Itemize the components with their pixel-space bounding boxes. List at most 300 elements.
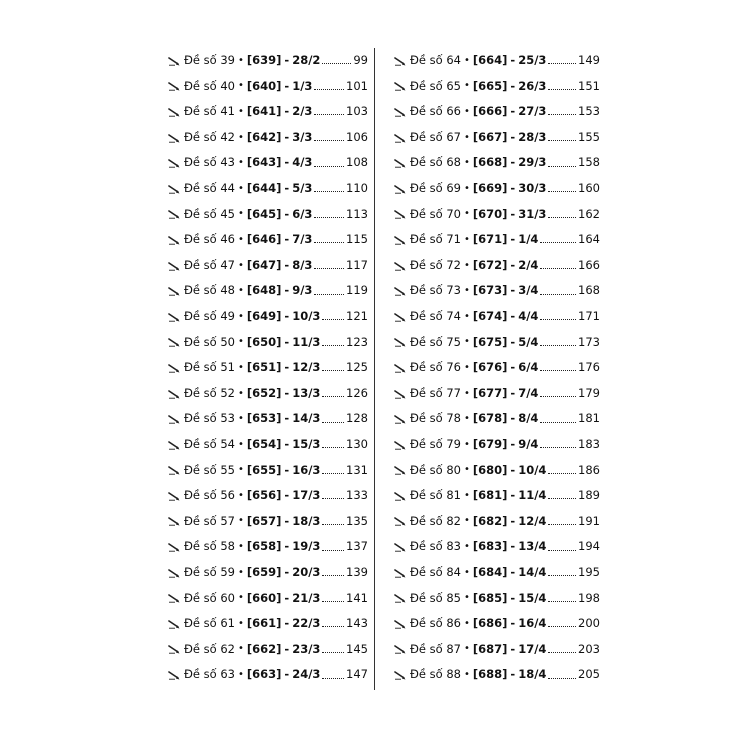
toc-entry[interactable] (394, 278, 600, 304)
toc-entry[interactable] (394, 534, 600, 560)
dot-leader (548, 498, 576, 499)
column-divider (374, 48, 375, 690)
entry-date: 1/4 (518, 232, 539, 247)
dot-leader (314, 166, 344, 167)
toc-entry[interactable] (394, 662, 600, 688)
entry-page-number: 158 (578, 155, 600, 170)
toc-entry[interactable] (168, 125, 368, 151)
pen-icon (394, 235, 406, 245)
entry-page-number: 189 (578, 488, 600, 503)
entry-page-number: 200 (578, 616, 600, 631)
entry-code: [673] (472, 283, 508, 298)
entry-date: 28/2 (292, 53, 321, 68)
entry-page-number: 101 (346, 78, 368, 93)
toc-entry[interactable] (394, 509, 600, 535)
entry-label: Đề số 62 (184, 641, 235, 656)
dot-leader (548, 626, 576, 627)
dot-leader (548, 601, 576, 602)
entry-label: Đề số 73 (410, 283, 461, 298)
dot-leader (540, 345, 576, 346)
entry-code: [660] (246, 590, 282, 605)
pen-icon (168, 337, 180, 347)
entry-dash: - (284, 411, 290, 426)
entry-page-number: 166 (578, 257, 600, 272)
pen-icon (168, 107, 180, 117)
pen-icon (394, 619, 406, 629)
entry-date: 9/3 (292, 283, 313, 298)
pen-icon (394, 261, 406, 271)
entry-dash: - (510, 641, 516, 656)
entry-dash: - (510, 539, 516, 554)
entry-code: [663] (246, 667, 282, 682)
entry-separator: • (237, 566, 244, 578)
entry-date: 13/4 (518, 539, 547, 554)
toc-entry[interactable] (168, 150, 368, 176)
entry-code: [675] (472, 334, 508, 349)
entry-date: 8/3 (292, 257, 313, 272)
toc-entry[interactable] (168, 330, 368, 356)
entry-date: 18/4 (518, 667, 547, 682)
pen-icon (394, 81, 406, 91)
entry-date: 10/3 (292, 308, 321, 323)
entry-label: Đề số 86 (410, 616, 461, 631)
entry-separator: • (463, 259, 470, 271)
entry-separator: • (463, 515, 470, 527)
entry-code: [642] (246, 129, 282, 144)
entry-dash: - (510, 78, 516, 93)
pen-icon (394, 491, 406, 501)
pen-icon (168, 363, 180, 373)
entry-label: Đề số 68 (410, 155, 461, 170)
entry-dash: - (284, 283, 290, 298)
entry-dash: - (284, 308, 290, 323)
dot-leader (322, 652, 344, 653)
entry-label: Đề số 53 (184, 411, 235, 426)
entry-separator: • (237, 541, 244, 553)
toc-entry[interactable] (394, 304, 600, 330)
entry-separator: • (237, 105, 244, 117)
toc-entry[interactable] (168, 637, 368, 663)
entry-date: 13/3 (292, 385, 321, 400)
entry-dash: - (510, 513, 516, 528)
entry-separator: • (237, 438, 244, 450)
entry-code: [656] (246, 488, 282, 503)
entry-code: [655] (246, 462, 282, 477)
entry-page-number: 99 (353, 53, 368, 68)
entry-page-number: 135 (346, 513, 368, 528)
entry-separator: • (237, 387, 244, 399)
entry-label: Đề số 54 (184, 436, 235, 451)
entry-dash: - (284, 513, 290, 528)
entry-dash: - (284, 53, 290, 68)
toc-entry[interactable] (168, 381, 368, 407)
entry-separator: • (463, 489, 470, 501)
toc-entry[interactable] (168, 227, 368, 253)
entry-separator: • (237, 285, 244, 297)
pen-icon (394, 312, 406, 322)
pen-icon (394, 363, 406, 373)
entry-page-number: 130 (346, 436, 368, 451)
toc-entry[interactable] (168, 585, 368, 611)
entry-label: Đề số 74 (410, 308, 461, 323)
entry-label: Đề số 64 (410, 53, 461, 68)
entry-page-number: 103 (346, 104, 368, 119)
toc-entry[interactable] (394, 355, 600, 381)
entry-label: Đề số 67 (410, 129, 461, 144)
entry-dash: - (284, 257, 290, 272)
entry-code: [662] (246, 641, 282, 656)
entry-code: [671] (472, 232, 508, 247)
dot-leader (314, 114, 344, 115)
toc-entry[interactable] (394, 560, 600, 586)
entry-dash: - (284, 181, 290, 196)
toc-entry[interactable] (168, 202, 368, 228)
pen-icon (394, 542, 406, 552)
dot-leader (314, 217, 344, 218)
entry-label: Đề số 80 (410, 462, 461, 477)
entry-date: 1/3 (292, 78, 313, 93)
pen-icon (394, 337, 406, 347)
entry-separator: • (463, 157, 470, 169)
entry-page-number: 139 (346, 564, 368, 579)
entry-separator: • (463, 54, 470, 66)
entry-date: 10/4 (518, 462, 547, 477)
toc-entry[interactable] (168, 253, 368, 279)
toc-entry[interactable] (168, 432, 368, 458)
toc-entry[interactable] (168, 304, 368, 330)
entry-date: 28/3 (518, 129, 547, 144)
dot-leader (548, 550, 576, 551)
dot-leader (548, 63, 576, 64)
entry-code: [646] (246, 232, 282, 247)
entry-date: 4/3 (292, 155, 313, 170)
pen-icon (394, 286, 406, 296)
entry-separator: • (237, 464, 244, 476)
entry-separator: • (463, 80, 470, 92)
pen-icon (168, 81, 180, 91)
entry-dash: - (284, 590, 290, 605)
entry-code: [659] (246, 564, 282, 579)
dot-leader (540, 447, 576, 448)
entry-separator: • (237, 182, 244, 194)
dot-leader (322, 396, 344, 397)
entry-separator: • (463, 105, 470, 117)
entry-label: Đề số 57 (184, 513, 235, 528)
entry-dash: - (284, 78, 290, 93)
entry-date: 26/3 (518, 78, 547, 93)
entry-label: Đề số 49 (184, 308, 235, 323)
entry-page-number: 194 (578, 539, 600, 554)
entry-page-number: 168 (578, 283, 600, 298)
entry-code: [661] (246, 616, 282, 631)
toc-entry[interactable] (168, 458, 368, 484)
toc-entry[interactable] (168, 355, 368, 381)
entry-label: Đề số 39 (184, 53, 235, 68)
entry-label: Đề số 75 (410, 334, 461, 349)
toc-entry[interactable] (168, 611, 368, 637)
pen-icon (168, 516, 180, 526)
pen-icon (168, 465, 180, 475)
toc-entry[interactable] (394, 585, 600, 611)
entry-code: [687] (472, 641, 508, 656)
pen-icon (168, 209, 180, 219)
entry-page-number: 115 (346, 232, 368, 247)
entry-page-number: 131 (346, 462, 368, 477)
dot-leader (540, 319, 576, 320)
pen-icon (394, 389, 406, 399)
entry-date: 27/3 (518, 104, 547, 119)
toc-entry[interactable] (168, 176, 368, 202)
entry-separator: • (463, 413, 470, 425)
entry-code: [639] (246, 53, 282, 68)
entry-dash: - (510, 308, 516, 323)
pen-icon (394, 568, 406, 578)
entry-date: 2/3 (292, 104, 313, 119)
entry-page-number: 164 (578, 232, 600, 247)
entry-page-number: 183 (578, 436, 600, 451)
entry-separator: • (237, 413, 244, 425)
entry-separator: • (463, 336, 470, 348)
toc-entry[interactable] (168, 509, 368, 535)
entry-separator: • (463, 541, 470, 553)
entry-separator: • (237, 233, 244, 245)
toc-entry[interactable] (394, 432, 600, 458)
dot-leader (322, 601, 344, 602)
dot-leader (540, 370, 576, 371)
dot-leader (548, 575, 576, 576)
entry-dash: - (510, 206, 516, 221)
entry-code: [672] (472, 257, 508, 272)
entry-date: 7/3 (292, 232, 313, 247)
toc-entry[interactable] (394, 381, 600, 407)
toc-entry[interactable] (168, 99, 368, 125)
entry-date: 31/3 (518, 206, 547, 221)
entry-separator: • (463, 131, 470, 143)
pen-icon (168, 440, 180, 450)
entry-date: 3/3 (292, 129, 313, 144)
entry-code: [683] (472, 539, 508, 554)
entry-page-number: 198 (578, 590, 600, 605)
entry-page-number: 133 (346, 488, 368, 503)
toc-entry[interactable] (394, 611, 600, 637)
dot-leader (548, 524, 576, 525)
entry-separator: • (463, 464, 470, 476)
dot-leader (314, 294, 344, 295)
entry-code: [650] (246, 334, 282, 349)
entry-separator: • (463, 669, 470, 681)
entry-dash: - (510, 590, 516, 605)
entry-label: Đề số 42 (184, 129, 235, 144)
entry-separator: • (237, 208, 244, 220)
dot-leader (314, 268, 344, 269)
toc-entry[interactable] (394, 125, 600, 151)
entry-separator: • (237, 131, 244, 143)
toc-entry[interactable] (394, 483, 600, 509)
toc-entry[interactable] (394, 99, 600, 125)
toc-entry[interactable] (394, 227, 600, 253)
dot-leader (314, 140, 344, 141)
entry-page-number: 126 (346, 385, 368, 400)
dot-leader (314, 191, 344, 192)
entry-date: 11/4 (518, 488, 547, 503)
pen-icon (394, 465, 406, 475)
pen-icon (168, 389, 180, 399)
pen-icon (394, 209, 406, 219)
dot-leader (322, 447, 344, 448)
dot-leader (540, 242, 576, 243)
entry-code: [665] (472, 78, 508, 93)
entry-dash: - (510, 436, 516, 451)
entry-page-number: 171 (578, 308, 600, 323)
entry-dash: - (284, 616, 290, 631)
entry-label: Đề số 51 (184, 360, 235, 375)
toc-entry[interactable] (394, 48, 600, 74)
dot-leader (540, 396, 576, 397)
entry-dash: - (510, 232, 516, 247)
entry-separator: • (463, 643, 470, 655)
entry-date: 17/4 (518, 641, 547, 656)
toc-entry[interactable] (394, 330, 600, 356)
toc-entry[interactable] (168, 74, 368, 100)
toc-entry[interactable] (168, 662, 368, 688)
entry-code: [667] (472, 129, 508, 144)
entry-page-number: 121 (346, 308, 368, 323)
entry-date: 20/3 (292, 564, 321, 579)
toc-entry[interactable] (394, 176, 600, 202)
entry-label: Đề số 60 (184, 590, 235, 605)
entry-date: 30/3 (518, 181, 547, 196)
entry-date: 2/4 (518, 257, 539, 272)
entry-page-number: 181 (578, 411, 600, 426)
entry-label: Đề số 71 (410, 232, 461, 247)
toc-entry[interactable] (394, 458, 600, 484)
entry-dash: - (284, 360, 290, 375)
entry-code: [677] (472, 385, 508, 400)
entry-date: 14/3 (292, 411, 321, 426)
entry-date: 29/3 (518, 155, 547, 170)
pen-icon (394, 158, 406, 168)
dot-leader (322, 473, 344, 474)
entry-dash: - (284, 488, 290, 503)
entry-page-number: 149 (578, 53, 600, 68)
entry-label: Đề số 52 (184, 385, 235, 400)
entry-page-number: 186 (578, 462, 600, 477)
entry-separator: • (463, 233, 470, 245)
entry-label: Đề số 65 (410, 78, 461, 93)
entry-dash: - (510, 104, 516, 119)
entry-date: 6/4 (518, 360, 539, 375)
entry-date: 23/3 (292, 641, 321, 656)
entry-separator: • (237, 54, 244, 66)
entry-page-number: 203 (578, 641, 600, 656)
dot-leader (322, 626, 344, 627)
entry-separator: • (463, 208, 470, 220)
pen-icon (168, 56, 180, 66)
pen-icon (168, 414, 180, 424)
entry-page-number: 113 (346, 206, 368, 221)
entry-code: [676] (472, 360, 508, 375)
entry-label: Đề số 46 (184, 232, 235, 247)
entry-dash: - (284, 667, 290, 682)
entry-code: [649] (246, 308, 282, 323)
entry-dash: - (510, 257, 516, 272)
toc-entry[interactable] (168, 534, 368, 560)
entry-date: 22/3 (292, 616, 321, 631)
pen-icon (394, 440, 406, 450)
entry-page-number: 106 (346, 129, 368, 144)
entry-page-number: 147 (346, 667, 368, 682)
entry-code: [684] (472, 564, 508, 579)
entry-separator: • (237, 80, 244, 92)
entry-date: 11/3 (292, 334, 321, 349)
entry-label: Đề số 72 (410, 257, 461, 272)
entry-dash: - (284, 334, 290, 349)
entry-dash: - (284, 641, 290, 656)
entry-code: [670] (472, 206, 508, 221)
entry-page-number: 191 (578, 513, 600, 528)
entry-label: Đề số 47 (184, 257, 235, 272)
toc-entry[interactable] (168, 560, 368, 586)
entry-date: 5/3 (292, 181, 313, 196)
entry-code: [653] (246, 411, 282, 426)
entry-page-number: 195 (578, 564, 600, 579)
dot-leader (314, 89, 344, 90)
entry-label: Đề số 41 (184, 104, 235, 119)
entry-separator: • (237, 489, 244, 501)
toc-entry[interactable] (168, 48, 368, 74)
entry-code: [678] (472, 411, 508, 426)
entry-label: Đề số 84 (410, 564, 461, 579)
toc-entry[interactable] (394, 74, 600, 100)
toc-entry[interactable] (394, 150, 600, 176)
dot-leader (322, 319, 344, 320)
toc-entry[interactable] (394, 202, 600, 228)
entry-code: [654] (246, 436, 282, 451)
entry-label: Đề số 77 (410, 385, 461, 400)
entry-dash: - (510, 667, 516, 682)
entry-dash: - (284, 564, 290, 579)
entry-label: Đề số 61 (184, 616, 235, 631)
toc-entry[interactable] (394, 406, 600, 432)
toc-entry[interactable] (394, 637, 600, 663)
toc-entry[interactable] (168, 406, 368, 432)
dot-leader (548, 652, 576, 653)
entry-dash: - (510, 488, 516, 503)
pen-icon (168, 542, 180, 552)
pen-icon (394, 56, 406, 66)
entry-code: [680] (472, 462, 508, 477)
pen-icon (168, 261, 180, 271)
dot-leader (322, 524, 344, 525)
entry-date: 7/4 (518, 385, 539, 400)
toc-entry[interactable] (394, 253, 600, 279)
entry-separator: • (237, 157, 244, 169)
entry-date: 6/3 (292, 206, 313, 221)
pen-icon (168, 158, 180, 168)
pen-icon (168, 312, 180, 322)
toc-entry[interactable] (168, 278, 368, 304)
entry-date: 16/3 (292, 462, 321, 477)
entry-separator: • (463, 566, 470, 578)
entry-separator: • (237, 361, 244, 373)
entry-page-number: 110 (346, 181, 368, 196)
entry-dash: - (510, 411, 516, 426)
entry-separator: • (463, 310, 470, 322)
entry-dash: - (510, 385, 516, 400)
entry-dash: - (284, 232, 290, 247)
toc-entry[interactable] (168, 483, 368, 509)
dot-leader (322, 575, 344, 576)
